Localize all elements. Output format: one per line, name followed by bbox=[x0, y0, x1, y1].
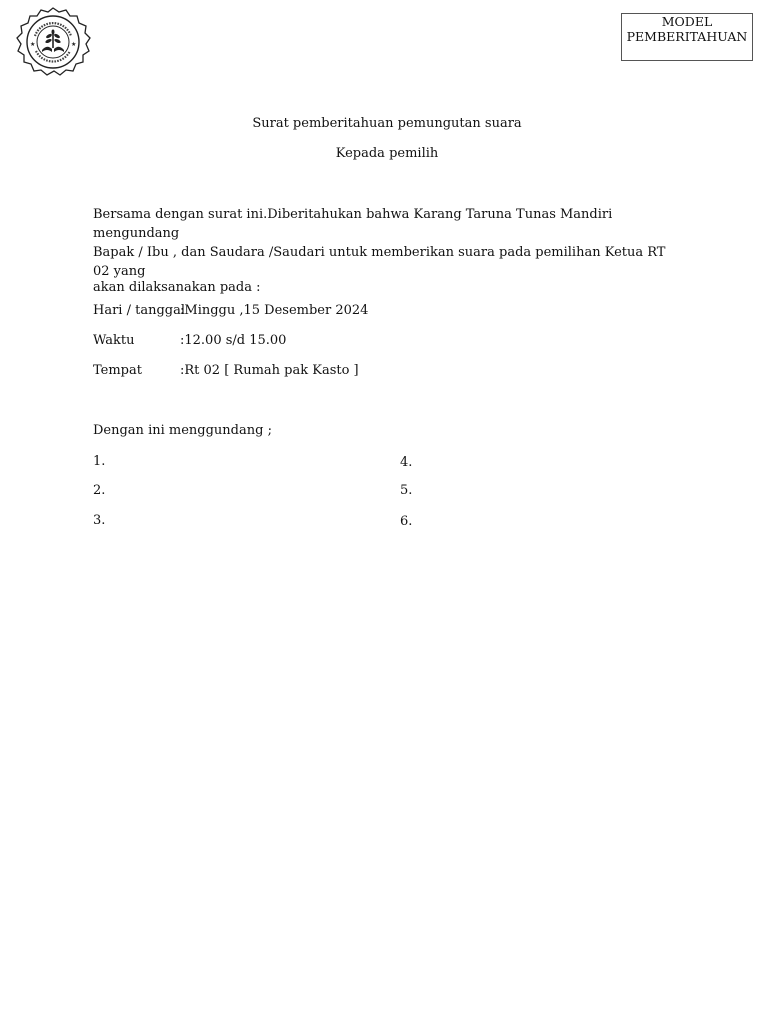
invite-label: Dengan ini menggundang ; bbox=[93, 423, 272, 438]
body-line-1: Bersama dengan surat ini.Diberitahukan bahwa Karang Taruna Tunas Mandiri mengundang bbox=[93, 207, 613, 241]
letter-recipient: Kepada pemilih bbox=[335, 146, 439, 161]
time-label: Waktu bbox=[93, 333, 135, 348]
invitee-number-6: 6. bbox=[400, 514, 413, 529]
invitee-number-3: 3. bbox=[93, 513, 106, 528]
model-label-line1: MODEL bbox=[661, 14, 713, 29]
body-line-3: akan dilaksanakan pada : bbox=[93, 280, 261, 295]
body-line-2: Bapak / Ibu , dan Saudara /Saudari untuk memberikan suara pada pemilihan Ketua RT 02 yang bbox=[93, 245, 666, 279]
karang-taruna-logo bbox=[14, 6, 92, 78]
invitee-number-1: 1. bbox=[93, 454, 106, 469]
detail-date bbox=[93, 303, 368, 318]
model-label-box bbox=[621, 13, 753, 61]
date-label: Hari / tanggal bbox=[93, 303, 186, 318]
date-value: :Minggu ,15 Desember 2024 bbox=[180, 303, 369, 318]
svg-text:★: ★ bbox=[71, 41, 77, 48]
place-label: Tempat bbox=[93, 363, 142, 378]
invitee-number-2: 2. bbox=[93, 483, 106, 498]
detail-time bbox=[93, 333, 286, 348]
letter-body bbox=[93, 205, 678, 297]
model-label-line2: PEMBERITAHUAN bbox=[626, 29, 748, 44]
letter-title: Surat pemberitahuan pemungutan suara bbox=[252, 116, 522, 131]
detail-place bbox=[93, 363, 359, 378]
time-value: :12.00 s/d 15.00 bbox=[180, 333, 287, 348]
invitee-number-5: 5. bbox=[400, 483, 413, 498]
invitee-number-4: 4. bbox=[400, 455, 413, 470]
place-value: :Rt 02 [ Rumah pak Kasto ] bbox=[180, 363, 359, 378]
svg-text:★: ★ bbox=[30, 41, 36, 48]
